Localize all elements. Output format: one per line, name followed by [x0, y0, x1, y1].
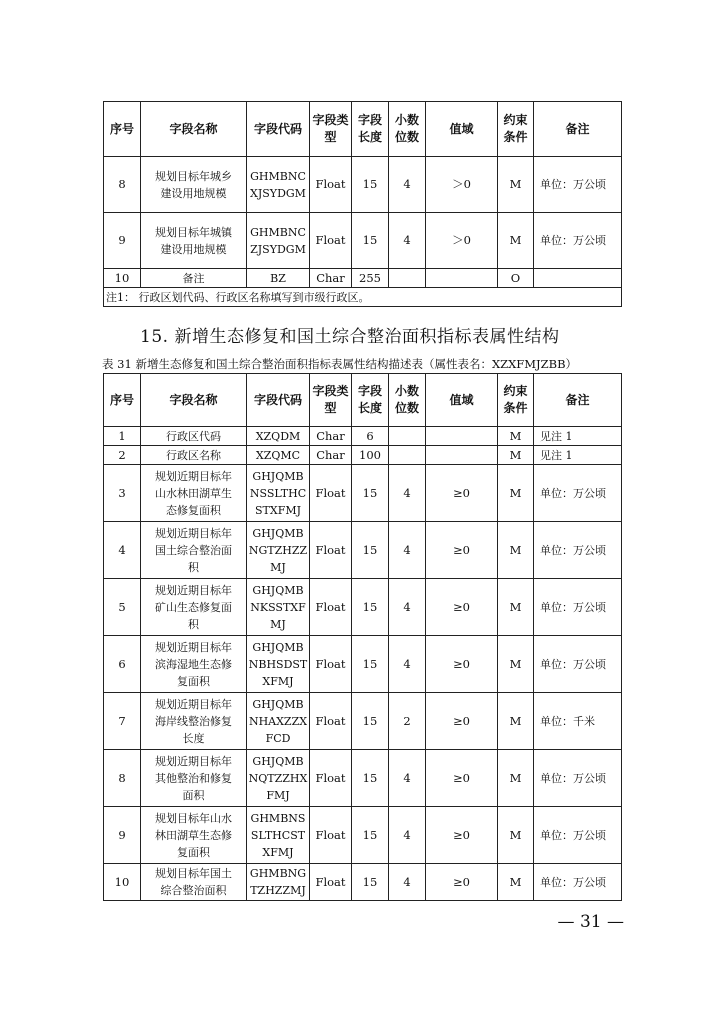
cell-note: 单位：万公顷 — [534, 579, 622, 636]
footnote: 注1： 行政区划代码、行政区名称填写到市级行政区。 — [104, 288, 622, 307]
cell-decimals: 4 — [389, 522, 426, 579]
table-row — [104, 446, 622, 465]
cell-code: GHMBNSSLTHCSTXFMJ — [247, 807, 310, 864]
cell-name: 行政区代码 — [141, 427, 247, 446]
cell-length: 15 — [352, 807, 389, 864]
cell-length: 15 — [352, 750, 389, 807]
header-code: 字段代码 — [247, 374, 310, 427]
cell-name: 规划近期目标年滨海湿地生态修复面积 — [141, 636, 247, 693]
cell-range: ≥0 — [426, 750, 498, 807]
cell-code: GHJQMBNBHSDSTXFMJ — [247, 636, 310, 693]
header-note: 备注 — [534, 102, 622, 157]
cell-length: 15 — [352, 157, 389, 213]
cell-range: ≥0 — [426, 693, 498, 750]
footnote-row — [104, 288, 622, 307]
header-note: 备注 — [534, 374, 622, 427]
cell-constraint: M — [498, 465, 534, 522]
cell-length: 100 — [352, 446, 389, 465]
header-no: 序号 — [104, 374, 141, 427]
cell-name: 规划近期目标年海岸线整治修复长度 — [141, 693, 247, 750]
cell-type: Float — [310, 693, 352, 750]
cell-decimals: 4 — [389, 807, 426, 864]
cell-no: 9 — [104, 807, 141, 864]
cell-note: 单位：万公顷 — [534, 522, 622, 579]
header-range: 值域 — [426, 102, 498, 157]
cell-name: 规划近期目标年矿山生态修复面积 — [141, 579, 247, 636]
cell-name: 规划目标年城乡建设用地规模 — [141, 157, 247, 213]
cell-no: 1 — [104, 427, 141, 446]
table-row — [104, 750, 622, 807]
cell-name: 规划近期目标年其他整治和修复面积 — [141, 750, 247, 807]
cell-range: ≥0 — [426, 864, 498, 901]
cell-constraint: M — [498, 636, 534, 693]
header-name: 字段名称 — [141, 374, 247, 427]
table-row — [104, 693, 622, 750]
cell-range: ≥0 — [426, 522, 498, 579]
cell-length: 15 — [352, 693, 389, 750]
cell-code: GHJQMBNHAXZZXFCD — [247, 693, 310, 750]
header-decimals: 小数位数 — [389, 374, 426, 427]
cell-no: 9 — [104, 213, 141, 269]
cell-note: 单位：万公顷 — [534, 864, 622, 901]
cell-no: 3 — [104, 465, 141, 522]
cell-no: 5 — [104, 579, 141, 636]
header-constraint: 约束条件 — [498, 102, 534, 157]
cell-no: 8 — [104, 157, 141, 213]
cell-type: Float — [310, 213, 352, 269]
cell-range — [426, 446, 498, 465]
table-row — [104, 864, 622, 901]
cell-range — [426, 269, 498, 288]
header-type: 字段类型 — [310, 374, 352, 427]
table-row — [104, 157, 622, 213]
cell-note: 单位：万公顷 — [534, 807, 622, 864]
cell-constraint: M — [498, 522, 534, 579]
cell-length: 15 — [352, 579, 389, 636]
cell-code: GHJQMBNQTZZHXFMJ — [247, 750, 310, 807]
cell-constraint: M — [498, 157, 534, 213]
cell-type: Float — [310, 522, 352, 579]
header-constraint: 约束条件 — [498, 374, 534, 427]
cell-code: GHMBNCZJSYDGM — [247, 213, 310, 269]
cell-constraint: M — [498, 427, 534, 446]
cell-decimals: 4 — [389, 157, 426, 213]
cell-range — [426, 427, 498, 446]
cell-range: ≥0 — [426, 579, 498, 636]
cell-no: 10 — [104, 269, 141, 288]
cell-decimals: 4 — [389, 465, 426, 522]
header-no: 序号 — [104, 102, 141, 157]
cell-type: Char — [310, 446, 352, 465]
cell-name: 规划近期目标年国土综合整治面积 — [141, 522, 247, 579]
cell-no: 7 — [104, 693, 141, 750]
attribute-structure-table — [103, 373, 622, 901]
cell-type: Float — [310, 750, 352, 807]
cell-no: 2 — [104, 446, 141, 465]
cell-type: Float — [310, 579, 352, 636]
cell-constraint: M — [498, 693, 534, 750]
table-row — [104, 427, 622, 446]
cell-decimals: 4 — [389, 213, 426, 269]
cell-code: GHJQMBNSSLTHCSTXFMJ — [247, 465, 310, 522]
cell-note: 单位：万公顷 — [534, 465, 622, 522]
cell-no: 4 — [104, 522, 141, 579]
cell-type: Char — [310, 269, 352, 288]
table-row — [104, 579, 622, 636]
cell-constraint: M — [498, 750, 534, 807]
cell-constraint: M — [498, 213, 534, 269]
header-range: 值域 — [426, 374, 498, 427]
cell-note: 见注 1 — [534, 446, 622, 465]
cell-type: Char — [310, 427, 352, 446]
header-length: 字段长度 — [352, 374, 389, 427]
table-header-row — [104, 374, 622, 427]
cell-decimals — [389, 446, 426, 465]
page-number: — 31 — — [557, 912, 624, 932]
cell-length: 15 — [352, 465, 389, 522]
cell-note: 单位：万公顷 — [534, 636, 622, 693]
cell-no: 10 — [104, 864, 141, 901]
cell-constraint: M — [498, 864, 534, 901]
cell-constraint: M — [498, 807, 534, 864]
table-continuation — [103, 101, 622, 307]
table-row — [104, 213, 622, 269]
table-header-row — [104, 102, 622, 157]
cell-constraint: O — [498, 269, 534, 288]
header-length: 字段长度 — [352, 102, 389, 157]
cell-code: GHJQMBNKSSTXFMJ — [247, 579, 310, 636]
cell-range: ≥0 — [426, 636, 498, 693]
cell-decimals — [389, 427, 426, 446]
table-row — [104, 465, 622, 522]
cell-name: 规划目标年国土综合整治面积 — [141, 864, 247, 901]
cell-constraint: M — [498, 446, 534, 465]
cell-note: 单位：万公顷 — [534, 157, 622, 213]
cell-range: ＞0 — [426, 157, 498, 213]
cell-name: 规划目标年山水林田湖草生态修复面积 — [141, 807, 247, 864]
section-heading: 15. 新增生态修复和国土综合整治面积指标表属性结构 — [140, 327, 560, 347]
cell-note: 单位：万公顷 — [534, 750, 622, 807]
cell-note: 见注 1 — [534, 427, 622, 446]
cell-decimals: 4 — [389, 864, 426, 901]
cell-name: 规划近期目标年山水林田湖草生态修复面积 — [141, 465, 247, 522]
cell-length: 6 — [352, 427, 389, 446]
cell-code: XZQMC — [247, 446, 310, 465]
cell-length: 15 — [352, 522, 389, 579]
cell-decimals — [389, 269, 426, 288]
cell-length: 15 — [352, 213, 389, 269]
table-caption: 表 31 新增生态修复和国土综合整治面积指标表属性结构描述表（属性表名：XZXFMJZBB） — [102, 357, 578, 371]
cell-no: 6 — [104, 636, 141, 693]
cell-range: ＞0 — [426, 213, 498, 269]
table-row — [104, 269, 622, 288]
cell-code: GHJQMBNGTZHZZMJ — [247, 522, 310, 579]
cell-length: 255 — [352, 269, 389, 288]
cell-type: Float — [310, 157, 352, 213]
cell-code: GHMBNGTZHZZMJ — [247, 864, 310, 901]
cell-range: ≥0 — [426, 807, 498, 864]
cell-note: 单位：万公顷 — [534, 213, 622, 269]
cell-length: 15 — [352, 864, 389, 901]
cell-length: 15 — [352, 636, 389, 693]
cell-decimals: 4 — [389, 636, 426, 693]
cell-no: 8 — [104, 750, 141, 807]
cell-code: XZQDM — [247, 427, 310, 446]
cell-type: Float — [310, 465, 352, 522]
cell-constraint: M — [498, 579, 534, 636]
cell-type: Float — [310, 864, 352, 901]
cell-code: BZ — [247, 269, 310, 288]
table-row — [104, 522, 622, 579]
cell-decimals: 4 — [389, 750, 426, 807]
cell-type: Float — [310, 636, 352, 693]
cell-name: 行政区名称 — [141, 446, 247, 465]
header-code: 字段代码 — [247, 102, 310, 157]
header-decimals: 小数位数 — [389, 102, 426, 157]
cell-decimals: 2 — [389, 693, 426, 750]
cell-code: GHMBNCXJSYDGM — [247, 157, 310, 213]
header-name: 字段名称 — [141, 102, 247, 157]
cell-note: 单位：千米 — [534, 693, 622, 750]
cell-name: 规划目标年城镇建设用地规模 — [141, 213, 247, 269]
cell-type: Float — [310, 807, 352, 864]
cell-name: 备注 — [141, 269, 247, 288]
cell-range: ≥0 — [426, 465, 498, 522]
cell-decimals: 4 — [389, 579, 426, 636]
header-type: 字段类型 — [310, 102, 352, 157]
cell-note — [534, 269, 622, 288]
table-row — [104, 807, 622, 864]
table-row — [104, 636, 622, 693]
